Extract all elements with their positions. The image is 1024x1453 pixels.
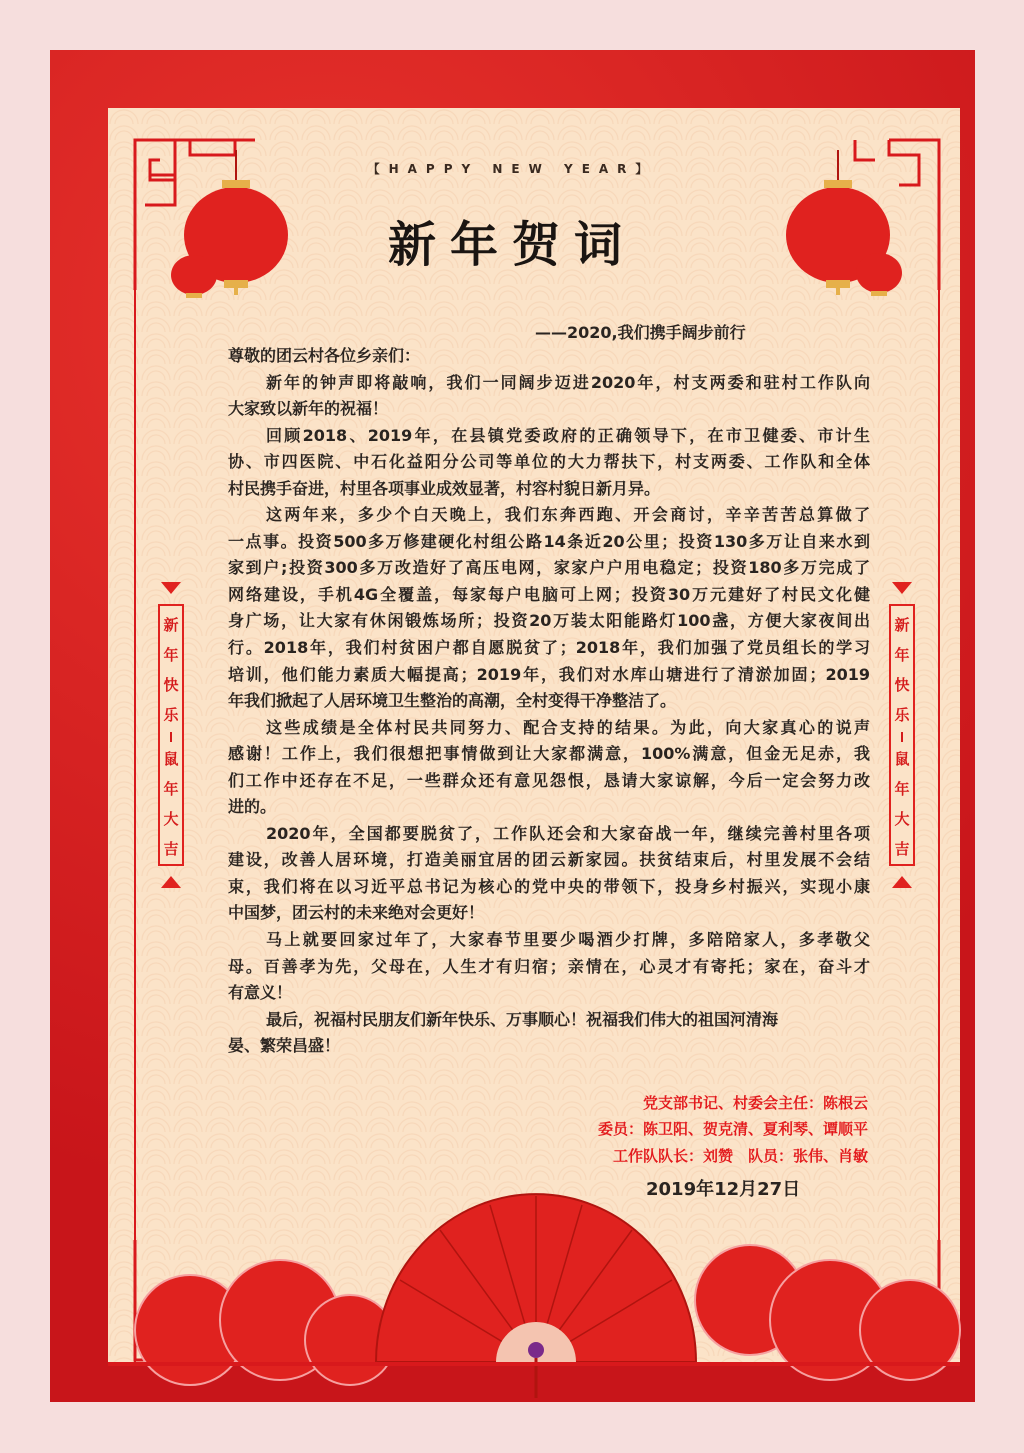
happy-new-year-tagline: 【HAPPY NEW YEAR】 xyxy=(367,162,657,176)
banner-char: 吉 xyxy=(163,840,179,858)
banner-char: 鼠 xyxy=(894,750,910,768)
body-line: 年我们掀起了人居环境卫生整治的高潮，全村变得干净整洁了。 xyxy=(228,691,677,711)
body-line: 晏、繁荣昌盛！ xyxy=(228,1036,341,1056)
banner-char: 快 xyxy=(894,676,910,694)
body-line: 网络建设，手机4G全覆盖，每家每户电脑可上网；投资30万元建好了村民文化健 xyxy=(228,584,870,604)
banner-char: 吉 xyxy=(894,840,910,858)
banner-char: 快 xyxy=(163,676,179,694)
body-line: 母。百善孝为先，父母在，人生才有归宿；亲情在，心灵才有寄托；家在，奋斗才 xyxy=(228,956,870,976)
banner-char: 年 xyxy=(894,780,910,798)
body-line: 束，我们将在以习近平总书记为核心的党中央的带领下，投身乡村振兴，实现小康 xyxy=(228,876,870,896)
body-line: 有意义！ xyxy=(228,983,293,1003)
side-banner-left xyxy=(158,604,184,866)
banner-char: 年 xyxy=(163,780,179,798)
banner-char: 乐 xyxy=(894,706,910,724)
body-line: 协、市四医院、中石化益阳分公司等单位的大力帮扶下，村支两委、工作队和全体 xyxy=(228,452,870,472)
banner-char: 大 xyxy=(894,810,910,828)
body-line: 村民携手奋进，村里各项事业成效显著，村容村貌日新月异。 xyxy=(228,478,661,498)
body-line: 回顾2018、2019年，在县镇党委政府的正确领导下，在市卫健委、市计生 xyxy=(266,425,870,445)
body-line: 尊敬的团云村各位乡亲们： xyxy=(228,346,421,365)
body-line: 培训，他们能力素质大幅提高；2019年，我们对水库山塘进行了清淤加固；2019 xyxy=(228,664,870,684)
banner-char: 乐 xyxy=(163,706,179,724)
paper-fan xyxy=(376,1194,696,1398)
body-line: 马上就要回家过年了，大家春节里要少喝酒少打牌，多陪陪家人，多孝敬父 xyxy=(266,930,870,950)
banner-char: 年 xyxy=(163,646,179,664)
triangle-down-icon xyxy=(161,582,181,594)
signature-secretary: 党支部书记、村委会主任：陈根云 xyxy=(642,1094,868,1112)
banner-char: 鼠 xyxy=(163,750,179,768)
body-line: 行。2018年，我们村贫困户都自愿脱贫了；2018年，我们加强了党员组长的学习 xyxy=(228,638,870,658)
body-line: 2020年，全国都要脱贫了，工作队还会和大家奋战一年，继续完善村里各项 xyxy=(266,823,870,843)
body-line: 中国梦，团云村的未来绝对会更好！ xyxy=(228,903,485,923)
triangle-up-icon xyxy=(161,876,181,888)
signature-work-team: 工作队队长：刘赞 队员：张伟、肖敏 xyxy=(612,1147,868,1165)
signature-committee: 委员：陈卫阳、贺克清、夏利琴、谭顺平 xyxy=(597,1120,868,1138)
body-line: 感谢！工作上，我们很想把事情做到让大家都满意，100%满意，但金无足赤，我 xyxy=(228,744,870,764)
banner-char: 新 xyxy=(163,616,179,634)
side-banner-right xyxy=(889,604,915,866)
body-line: 最后，祝福村民朋友们新年快乐、万事顺心！祝福我们伟大的祖国河清海 xyxy=(266,1009,779,1029)
banner-char: 年 xyxy=(894,646,910,664)
body-line: 身广场，让大家有休闲锻炼场所；投资20万装太阳能路灯100盏，方便大家夜间出 xyxy=(228,611,870,631)
subtitle: ——2020,我们携手阔步前行 xyxy=(535,323,746,342)
body-line: 一点事。投资500多万修建硬化村组公路14条近20公里；投资130多万让自来水到 xyxy=(228,531,870,551)
banner-char: 新 xyxy=(894,616,910,634)
body-line: 大家致以新年的祝福！ xyxy=(228,399,389,419)
body-line: 这两年来，多少个白天晚上，我们东奔西跑、开会商讨，辛辛苦苦总算做了 xyxy=(266,505,870,525)
body-line: 们工作中还存在不足，一些群众还有意见怨恨，恳请大家谅解，今后一定会努力改 xyxy=(228,770,870,790)
body-line: 建设，改善人居环境，打造美丽宜居的团云新家园。扶贫结束后，村里发展不会结 xyxy=(228,850,870,870)
banner-char: 大 xyxy=(163,810,179,828)
body-line: 进的。 xyxy=(228,797,277,817)
triangle-down-icon xyxy=(892,582,912,594)
bottom-rule xyxy=(108,1362,960,1366)
body-line: 这些成绩是全体村民共同努力、配合支持的结果。为此，向大家真心的说声 xyxy=(266,717,870,737)
body-line: 家到户;投资300多万改造好了高压电网，家家户户用电稳定；投资180多万完成了 xyxy=(228,558,870,578)
letter-date: 2019年12月27日 xyxy=(646,1179,801,1200)
letter-body xyxy=(228,343,870,1060)
banner-divider xyxy=(170,732,172,742)
banner-divider xyxy=(901,732,903,742)
body-line: 新年的钟声即将敲响，我们一同阔步迈进2020年，村支两委和驻村工作队向 xyxy=(266,372,870,392)
page-title: 新年贺词 xyxy=(387,217,636,273)
triangle-up-icon xyxy=(892,876,912,888)
